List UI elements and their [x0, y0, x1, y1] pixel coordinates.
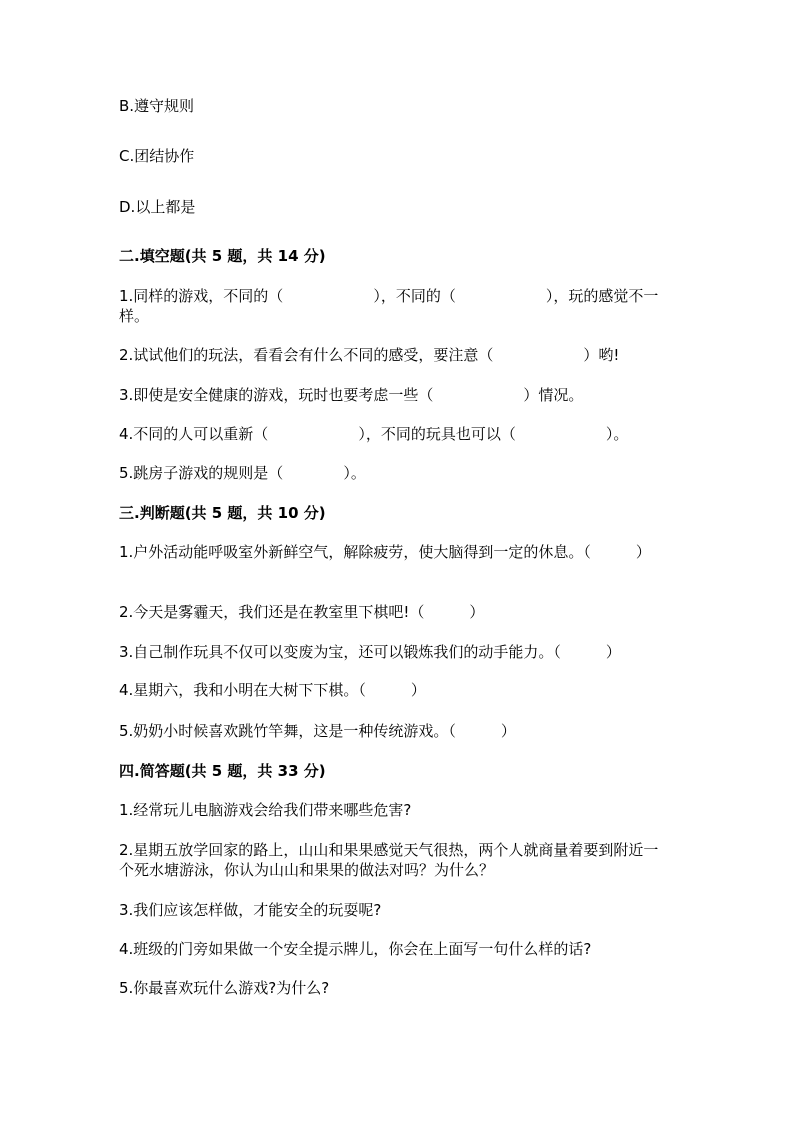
- fill-question-3: 3.即使是安全健康的游戏，玩时也要考虑一些（ ）情况。: [119, 386, 584, 404]
- judge-question-5: 5.奶奶小时候喜欢跳竹竿舞，这是一种传统游戏。（ ）: [119, 722, 516, 740]
- judge-question-2: 2.今天是雾霾天，我们还是在教室里下棋吧!（ ）: [119, 603, 485, 621]
- short-question-2: 2.星期五放学回家的路上，山山和果果感觉天气很热，两个人就商量着要到附近一个死水塘游泳，你认为山山和果果的做法对吗？为什么？: [119, 841, 659, 879]
- fill-question-1: 1.同样的游戏，不同的（ ），不同的（ ），玩的感觉不一样。: [119, 287, 659, 325]
- short-question-3: 3.我们应该怎样做，才能安全的玩耍呢?: [119, 901, 382, 919]
- option-c: C.团结协作: [119, 147, 195, 165]
- section-heading-true-false: 三.判断题(共 5 题，共 10 分): [119, 504, 326, 522]
- judge-question-4: 4.星期六，我和小明在大树下下棋。（ ）: [119, 681, 426, 699]
- section-heading-fill-in: 二.填空题(共 5 题，共 14 分): [119, 247, 326, 265]
- fill-question-5: 5.跳房子游戏的规则是（ ）。: [119, 464, 366, 482]
- option-b: B.遵守规则: [119, 97, 195, 115]
- judge-question-1: 1.户外活动能呼吸室外新鲜空气，解除疲劳，使大脑得到一定的休息。（ ）: [119, 543, 651, 561]
- fill-question-2: 2.试试他们的玩法，看看会有什么不同的感受，要注意（ ）哟!: [119, 346, 620, 364]
- short-question-4: 4.班级的门旁如果做一个安全提示牌儿，你会在上面写一句什么样的话?: [119, 940, 592, 958]
- short-question-5: 5.你最喜欢玩什么游戏?为什么?: [119, 979, 330, 997]
- fill-question-4: 4.不同的人可以重新（ ），不同的玩具也可以（ ）。: [119, 425, 629, 443]
- option-d: D.以上都是: [119, 198, 196, 216]
- judge-question-3: 3.自己制作玩具不仅可以变废为宝，还可以锻炼我们的动手能力。（ ）: [119, 643, 621, 661]
- short-question-1: 1.经常玩儿电脑游戏会给我们带来哪些危害?: [119, 801, 412, 819]
- section-heading-short-answer: 四.简答题(共 5 题，共 33 分): [119, 762, 326, 780]
